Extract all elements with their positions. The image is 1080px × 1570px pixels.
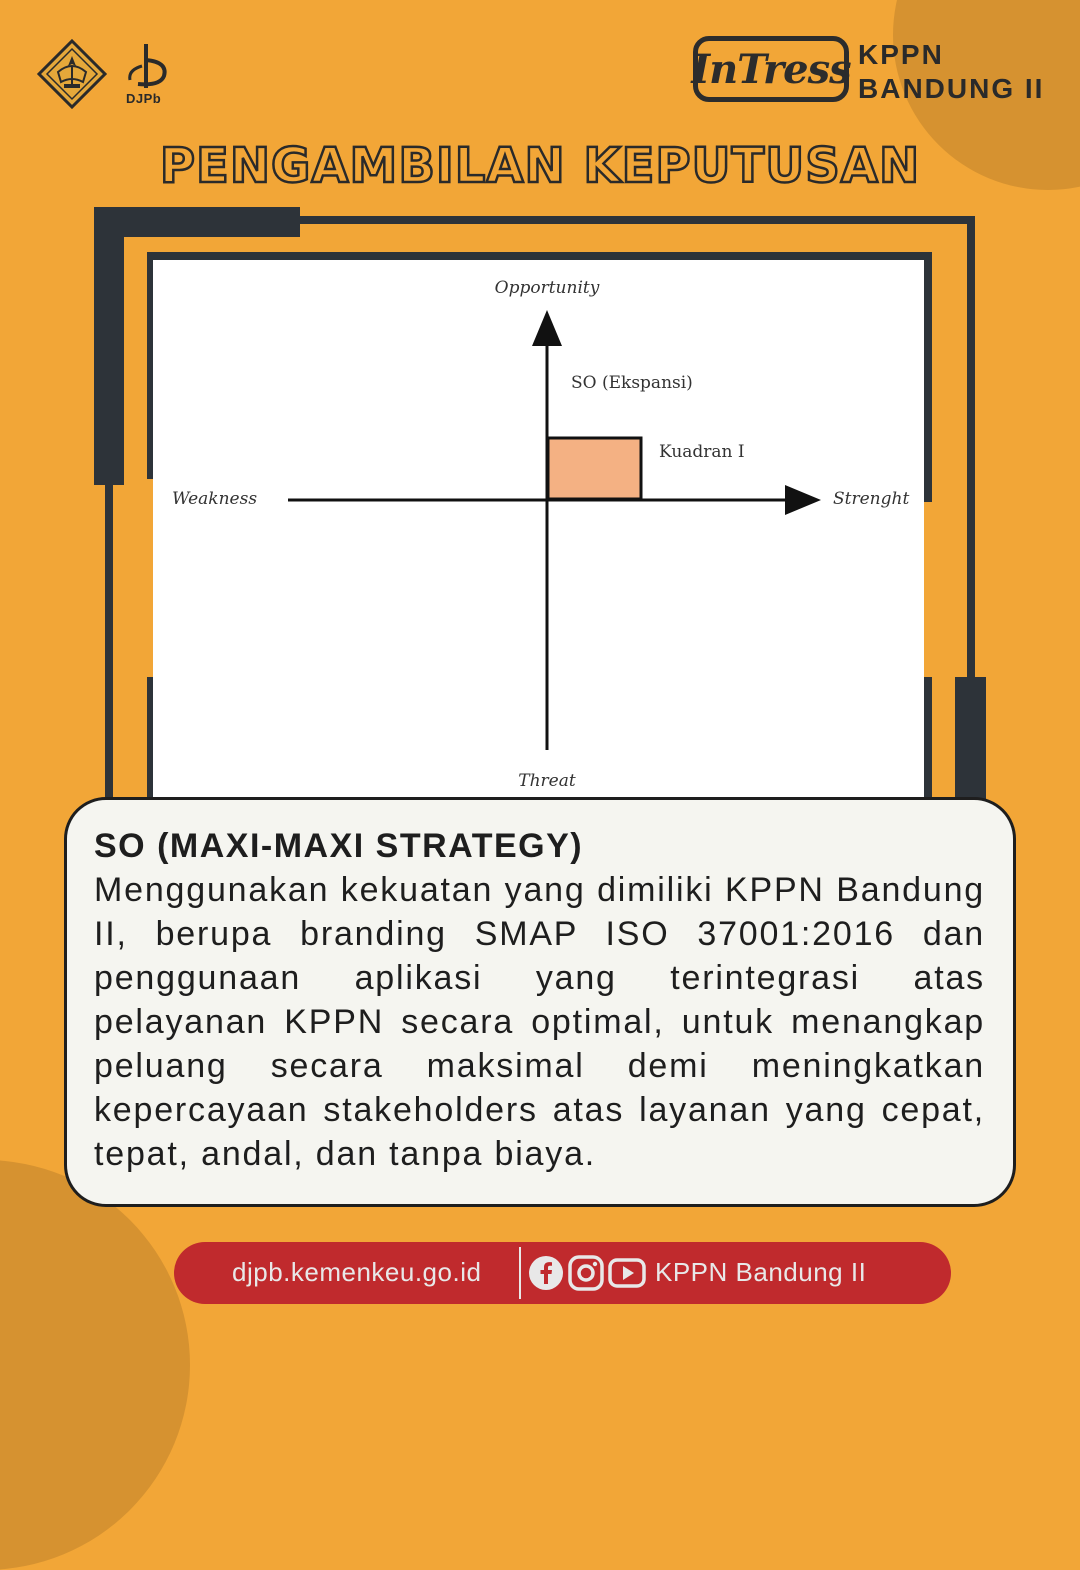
- djpb-label: DJPb: [126, 91, 162, 106]
- frame-bar: [147, 252, 932, 260]
- threat-label: Threat: [518, 771, 576, 791]
- facebook-icon[interactable]: [528, 1255, 564, 1291]
- strategy-description: Menggunakan kekuatan yang dimiliki KPPN Bandung II, berupa branding SMAP ISO 37001:2016 dan penggunaan aplikasi yang terintegrasi atas pelayanan KPPN secara optimal, untuk menangkap peluang secara maksimal demi meningkatkan kepercayaan stakeholders atas layanan yang cepat, tepat, andal, dan tanpa biaya.: [94, 871, 985, 1173]
- strategy-card: [64, 797, 1016, 1207]
- youtube-icon[interactable]: [608, 1255, 646, 1291]
- office-title-line2: BANDUNG II: [858, 73, 1045, 104]
- quadrant-label: Kuadran I: [659, 442, 745, 462]
- frame-bar: [924, 252, 932, 502]
- quadrant-title: SO (Ekspansi): [571, 373, 693, 393]
- frame-bar: [300, 216, 975, 224]
- office-title-line1: KPPN: [858, 39, 944, 70]
- office-title: [858, 38, 1044, 106]
- kemenkeu-emblem-icon: [36, 38, 108, 110]
- intress-logo-text: InTress: [691, 45, 851, 93]
- footer-bar: [174, 1242, 951, 1304]
- decorative-circle-bottom-left: [0, 1160, 190, 1570]
- website-link[interactable]: djpb.kemenkeu.go.id: [232, 1257, 482, 1287]
- frame-bar: [105, 237, 113, 797]
- weakness-label: Weakness: [172, 489, 258, 509]
- instagram-icon[interactable]: [568, 1255, 604, 1291]
- strength-label: Strenght: [833, 489, 910, 509]
- quadrant-one-box: [548, 438, 641, 499]
- page-title: PENGAMBILAN KEPUTUSAN: [159, 138, 921, 194]
- swot-diagram: [153, 260, 924, 805]
- intress-logo: [693, 36, 849, 102]
- strategy-title: SO (MAXI-MAXI STRATEGY): [94, 827, 584, 865]
- opportunity-label: Opportunity: [494, 278, 600, 298]
- footer-divider: [519, 1247, 521, 1299]
- frame-bar: [955, 677, 986, 802]
- frame-bar: [94, 207, 300, 237]
- frame-bar: [924, 677, 932, 802]
- frame-bar: [967, 216, 975, 686]
- swot-diagram-canvas: [153, 260, 924, 805]
- social-account-name: KPPN Bandung II: [655, 1257, 867, 1287]
